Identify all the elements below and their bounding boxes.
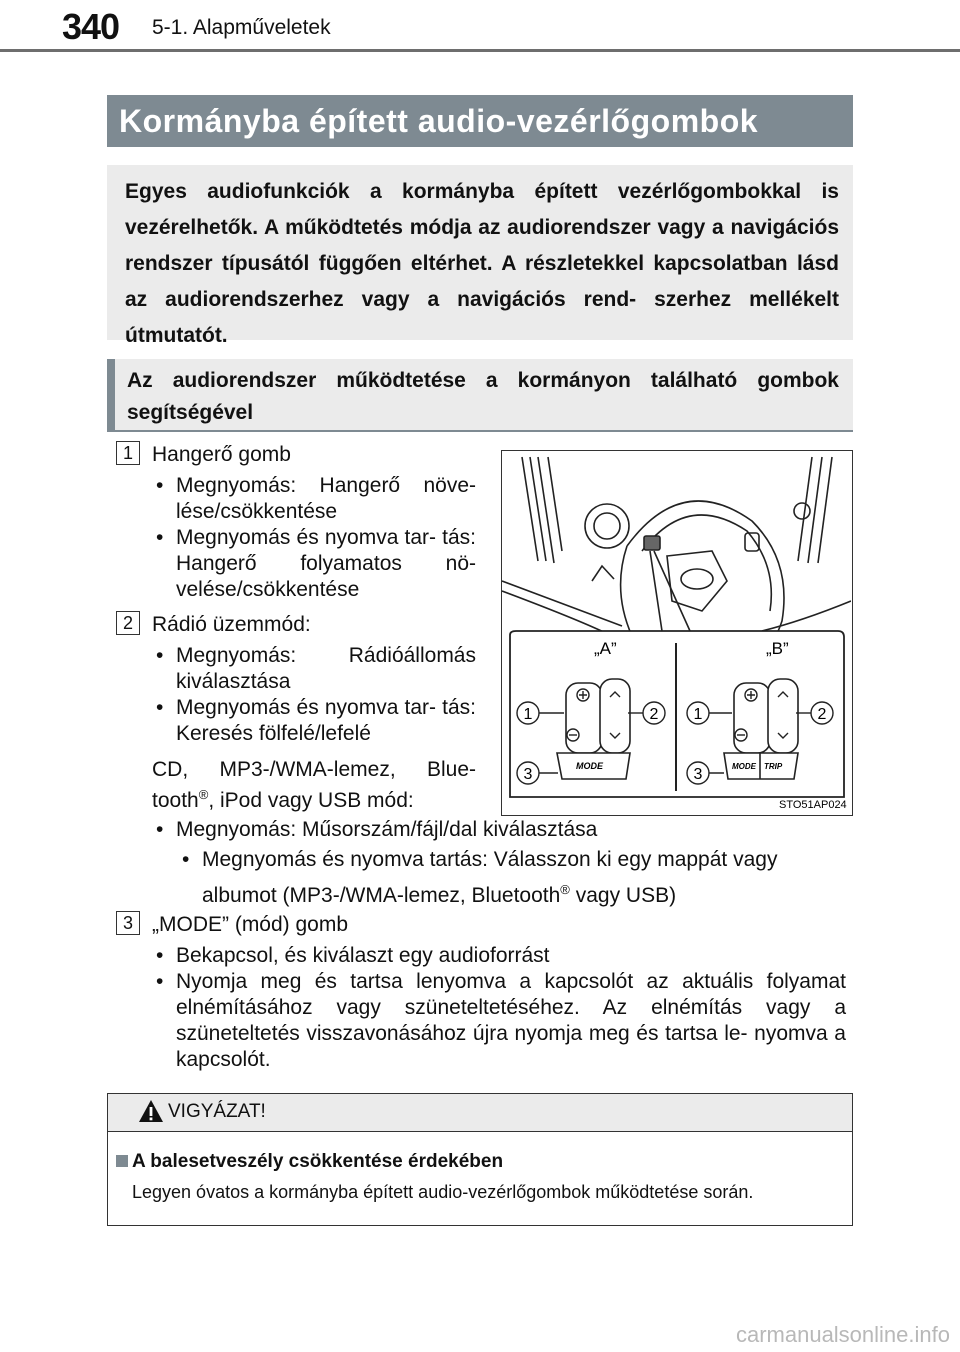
caution-square-marker bbox=[116, 1155, 128, 1167]
steering-wheel-figure bbox=[501, 450, 853, 816]
caution-text: Legyen óvatos a kormányba épített audio-vezérlőgombok működtetése során. bbox=[132, 1182, 754, 1202]
header-rule bbox=[0, 49, 960, 52]
intro-box: Egyes audiofunkciók a kormányba épített vezérlőgombokkal is vezérelhetők. A működtetés módja az audiorendszer vagy a navigációs rendszer típusától függően eltérhet. A részletekkel kapcsolatban lásd az audiorendszerhez vagy a navigációs rend- szerhez mellékelt útmutatót. bbox=[107, 165, 853, 340]
caution-box bbox=[107, 1093, 853, 1226]
warning-triangle-icon bbox=[138, 1098, 164, 1124]
figure-trip-text: TRIP bbox=[764, 762, 783, 771]
item-2-bullet-4-cont: albumot (MP3-/WMA-lemez, Bluetooth® vagy USB) bbox=[202, 882, 677, 907]
item-3-title: „MODE” (mód) gomb bbox=[152, 913, 349, 936]
page-number: 340 bbox=[62, 6, 120, 47]
item-1-bullet-2: • Megnyomás és nyomva tar- tás: Hangerő folyamatos nö- velése/csökkentése bbox=[156, 526, 476, 601]
item-2-title: Rádió üzemmód: bbox=[152, 613, 311, 636]
item-2-bullet-4: • Megnyomás és nyomva tartás: Válasszon ki egy mappát vagy bbox=[182, 848, 778, 871]
item-1-title: Hangerő gomb bbox=[152, 443, 291, 466]
item-1-bullet-1: • Megnyomás: Hangerő növe- lése/csökkentése bbox=[156, 474, 476, 523]
page-title: Kormányba épített audio-vezérlőgombok bbox=[107, 95, 853, 147]
figure-mode-text-b: MODE bbox=[732, 762, 756, 771]
figure-label-a: „A” bbox=[594, 639, 617, 658]
item-3-bullet-1: • Bekapcsol, és kiválaszt egy audioforrást bbox=[156, 944, 550, 967]
subheading-box: Az audiorendszer működtetése a kormányon található gombok segítségével bbox=[107, 359, 853, 432]
item-2-mode-line-1: CD, MP3-/WMA-lemez, Blue- bbox=[152, 758, 476, 781]
item-2-bullet-3: • Megnyomás: Műsorszám/fájl/dal kiválasztása bbox=[156, 818, 598, 841]
steering-wheel-illustration bbox=[502, 451, 851, 814]
caution-header bbox=[108, 1094, 852, 1132]
item-1-number: 1 bbox=[116, 441, 140, 465]
figure-callout-2-b: 2 bbox=[817, 706, 827, 723]
figure-callout-3-a: 3 bbox=[523, 766, 533, 783]
item-2-mode-line-2: tooth®, iPod vagy USB mód: bbox=[152, 787, 414, 812]
caution-title: VIGYÁZAT! bbox=[168, 1101, 266, 1122]
watermark: carmanualsonline.info bbox=[735, 1322, 950, 1347]
figure-callout-2-a: 2 bbox=[649, 706, 659, 723]
figure-callout-1-a: 1 bbox=[523, 706, 533, 723]
item-3-number: 3 bbox=[116, 911, 140, 935]
item-2-number: 2 bbox=[116, 611, 140, 635]
item-2-bullet-2: • Megnyomás és nyomva tar- tás: Keresés fölfelé/lefelé bbox=[156, 696, 476, 745]
figure-code: STO51AP024 bbox=[779, 799, 847, 811]
figure-mode-text-a: MODE bbox=[576, 761, 603, 771]
item-2-bullet-1: • Megnyomás: Rádióállomás kiválasztása bbox=[156, 644, 476, 693]
figure-label-b: „B” bbox=[766, 639, 789, 658]
caution-subheading: A balesetveszély csökkentése érdekében bbox=[132, 1151, 504, 1172]
figure-callout-1-b: 1 bbox=[693, 706, 703, 723]
figure-callout-3-b: 3 bbox=[693, 766, 703, 783]
section-label: 5-1. Alapműveletek bbox=[152, 16, 331, 39]
item-3-bullet-2: • Nyomja meg és tartsa lenyomva a kapcsolót az aktuális folyamat elnémításához vagy szüneteltetéséhez. Az elnémítás vagy a szüneteltetés visszavonásához újra nyomja meg és tartsa le- nyomva a kapcsolót. bbox=[156, 970, 846, 1071]
